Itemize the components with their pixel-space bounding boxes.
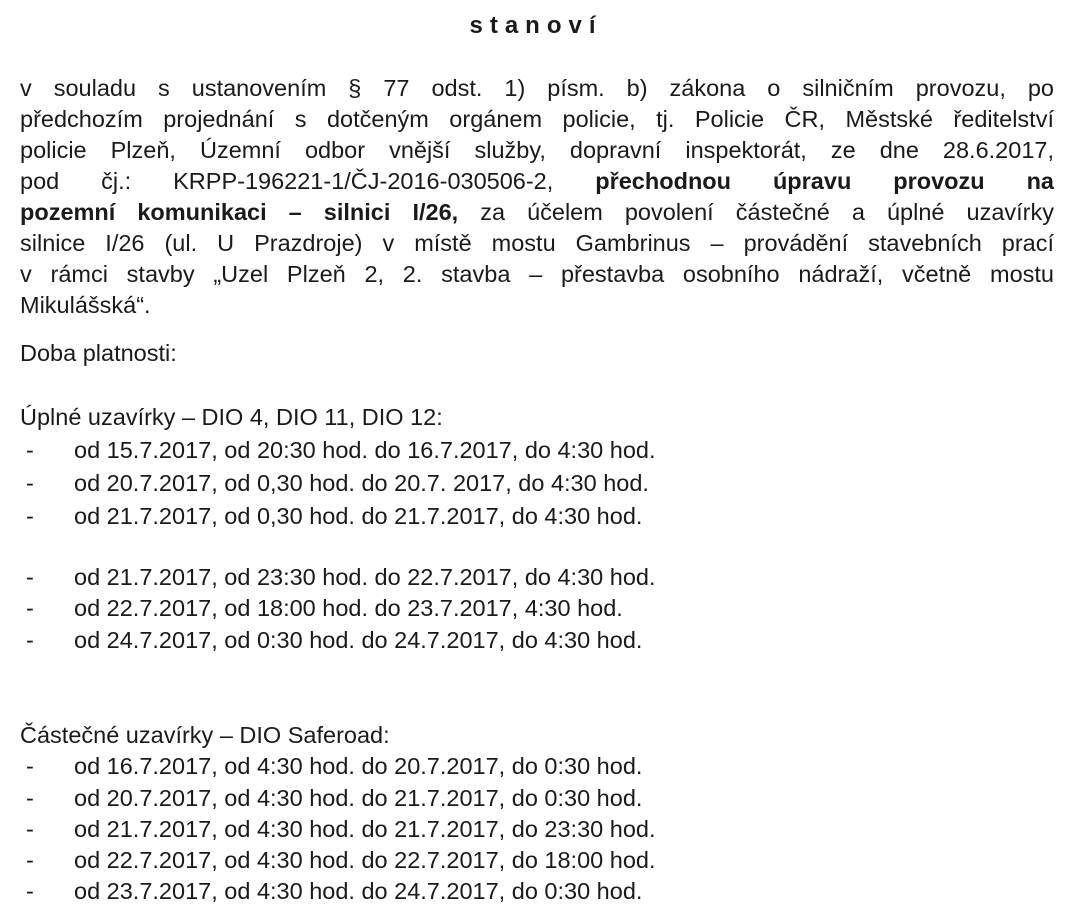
list-item: - od 15.7.2017, od 20:30 hod. do 16.7.2017, do 4:30 hod. [26, 437, 656, 463]
list-item: - od 21.7.2017, od 4:30 hod. do 21.7.2017, do 23:30 hod. [26, 816, 656, 842]
validity-label: Doba platnosti: [20, 340, 177, 366]
list-dash: - [26, 470, 34, 496]
list-dash: - [26, 753, 34, 779]
paragraph-line: v souladu s ustanovením § 77 odst. 1) písm. b) zákona o silničním provozu, po [20, 75, 1054, 101]
list-dash: - [26, 503, 34, 529]
full-closures-title: Úplné uzavírky – DIO 4, DIO 11, DIO 12: [20, 404, 443, 430]
paragraph-line: v rámci stavby „Uzel Plzeň 2, 2. stavba – přestavba osobního nádraží, včetně mostu [20, 261, 1054, 287]
list-item: - od 21.7.2017, od 23:30 hod. do 22.7.2017, do 4:30 hod. [26, 564, 656, 590]
document-heading: stanoví [469, 12, 603, 39]
paragraph-line [20, 166, 1054, 197]
paragraph-line: silnice I/26 (ul. U Prazdroje) v místě mostu Gambrinus – provádění stavebních prací [20, 230, 1054, 256]
list-dash: - [26, 878, 34, 904]
list-item: - od 22.7.2017, od 4:30 hod. do 22.7.2017, do 18:00 hod. [26, 847, 656, 873]
list-dash: - [26, 785, 34, 811]
partial-closures-title: Částečné uzavírky – DIO Saferoad: [20, 722, 390, 748]
paragraph-line: Mikulášská“. [20, 292, 151, 318]
purpose-text: za účelem povolení částečné a úplné uzavírky [458, 199, 1054, 225]
bold-road-text: pozemní komunikaci – silnici I/26, [20, 199, 459, 225]
list-dash: - [26, 627, 34, 653]
list-dash: - [26, 437, 34, 463]
list-item: - od 20.7.2017, od 0,30 hod. do 20.7. 2017, do 4:30 hod. [26, 470, 649, 496]
list-item: - od 20.7.2017, od 4:30 hod. do 21.7.2017, do 0:30 hod. [26, 785, 643, 811]
list-item: - od 22.7.2017, od 18:00 hod. do 23.7.2017, 4:30 hod. [26, 595, 623, 621]
list-dash: - [26, 564, 34, 590]
reference-number-text: pod čj.: KRPP-196221-1/ČJ-2016-030506-2, [20, 168, 596, 194]
paragraph-line [20, 197, 1054, 228]
bold-subject-text: přechodnou úpravu provozu na [595, 168, 1054, 194]
list-item: - od 16.7.2017, od 4:30 hod. do 20.7.2017, do 0:30 hod. [26, 753, 643, 779]
list-dash: - [26, 847, 34, 873]
list-item: - od 21.7.2017, od 0,30 hod. do 21.7.2017, do 4:30 hod. [26, 503, 643, 529]
list-dash: - [26, 595, 34, 621]
list-item: - od 23.7.2017, od 4:30 hod. do 24.7.2017, do 0:30 hod. [26, 878, 643, 904]
list-dash: - [26, 816, 34, 842]
paragraph-line: předchozím projednání s dotčeným orgánem policie, tj. Policie ČR, Městské ředitelství [20, 106, 1054, 132]
list-item: - od 24.7.2017, od 0:30 hod. do 24.7.2017, do 4:30 hod. [26, 627, 643, 653]
paragraph-line: policie Plzeň, Územní odbor vnější služby, dopravní inspektorát, ze dne 28.6.2017, [20, 137, 1054, 163]
